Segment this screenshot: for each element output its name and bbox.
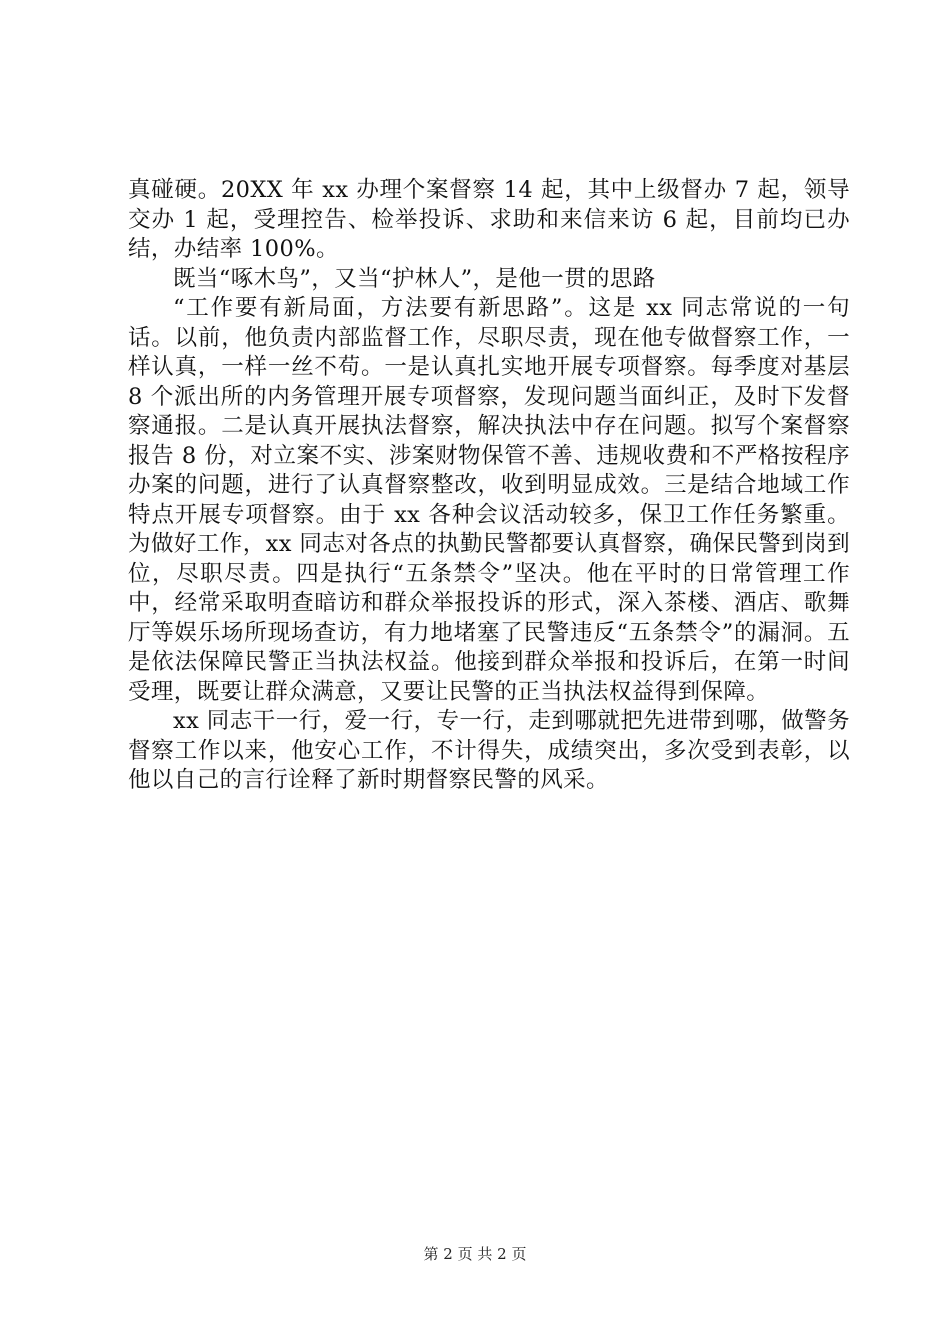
paragraph-4: xx 同志干一行，爱一行，专一行，走到哪就把先进带到哪，做警务督察工作以来，他安心工作，不计得失，成绩突出，多次受到表彰，以他以自己的言行诠释了新时期督察民警的风采。 — [128, 708, 850, 793]
document-body — [128, 176, 850, 796]
paragraph-1: 真碰硬。20XX 年 xx 办理个案督察 14 起，其中上级督办 7 起，领导交办 1 起，受理控告、检举投诉、求助和来信来访 6 起，目前均已办结，办结率 100%。 — [128, 177, 850, 262]
paragraph-2-heading: 既当“啄木鸟”，又当“护林人”，是他一贯的思路 — [173, 265, 656, 292]
page-footer: 第 2 页 共 2 页 — [423, 1245, 527, 1263]
paragraph-3: “工作要有新局面，方法要有新思路”。这是 xx 同志常说的一句话。以前，他负责内部监督工作，尽职尽责，现在他专做督察工作，一样认真，一样一丝不苟。一是认真扎实地开展专项督察。每季度对基层 8 个派出所的内务管理开展专项督察，发现问题当面纠正，及时下发督察通报。二是认真开展执法督察，解决执法中存在问题。拟写个案督察报告 8 份，对立案不实、涉案财物保管不善、违规收费和不严格按程序办案的问题，进行了认真督察整改，收到明显成效。三是结合地域工作特点开展专项督察。由于 xx 各种会议活动较多，保卫工作任务繁重。为做好工作，xx 同志对各点的执勤民警都要认真督察，确保民警到岗到位，尽职尽责。四是执行“五条禁令”坚决。他在平时的日常管理工作中，经常采取明查暗访和群众举报投诉的形式，深入茶楼、酒店、歌舞厅等娱乐场所现场查访，有力地堵塞了民警违反“五条禁令”的漏洞。五是依法保障民警正当执法权益。他接到群众举报和投诉后，在第一时间受理，既要让群众满意，又要让民警的正当执法权益得到保障。 — [128, 295, 850, 705]
